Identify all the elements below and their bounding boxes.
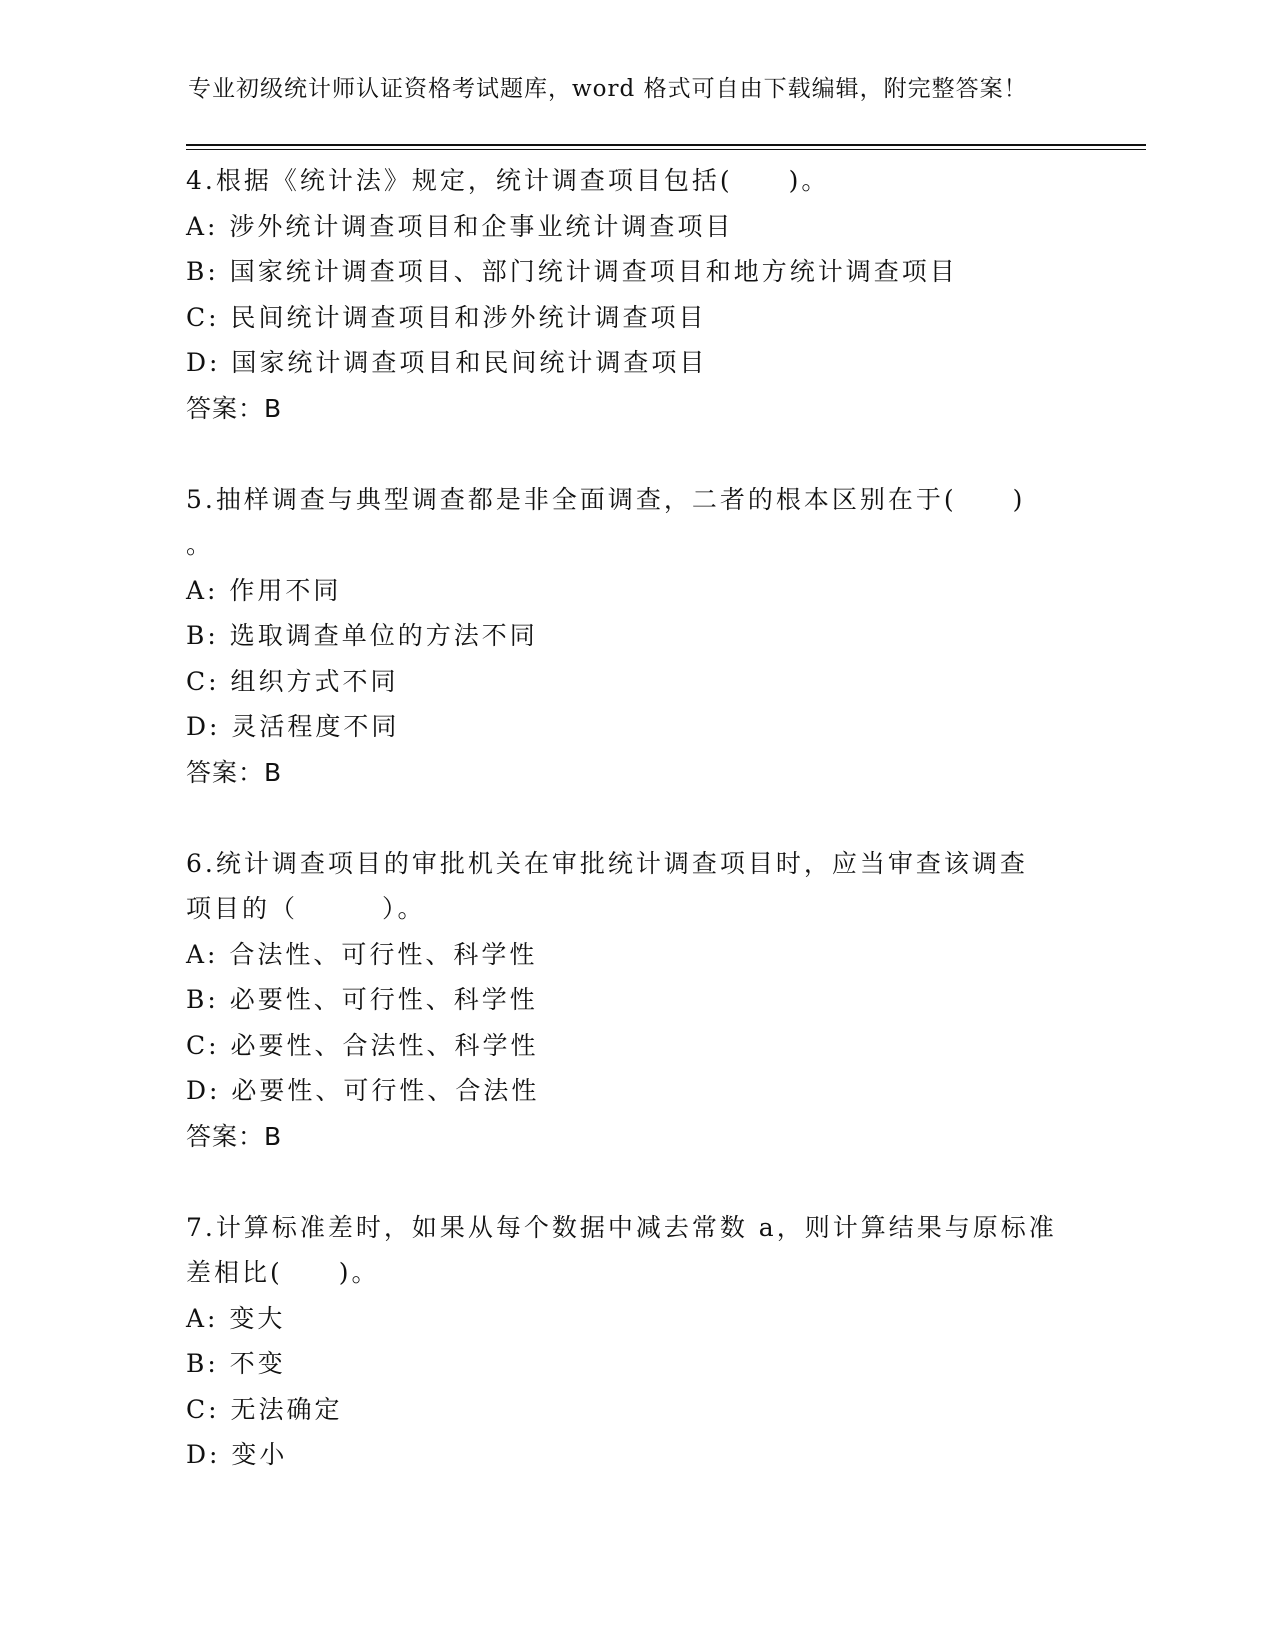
question-stem: 6.统计调查项目的审批机关在审批统计调查项目时，应当审查该调查 [186,848,1028,878]
question-5 [186,477,1106,796]
question-stem: 5.抽样调查与典型调查都是非全面调查，二者的根本区别在于( ) [186,484,1026,514]
header-divider-thin [186,149,1146,150]
option-d: D: 变小 [186,1440,288,1469]
question-stem-continued: 差相比( )。 [186,1258,380,1287]
question-stem-continued: 项目的（ ）。 [186,894,426,923]
option-b: B: 不变 [186,1349,286,1378]
option-a: A: 合法性、可行性、科学性 [186,939,538,969]
option-c: C: 民间统计调查项目和涉外统计调查项目 [186,302,707,332]
option-a: A: 涉外统计调查项目和企事业统计调查项目 [186,211,734,241]
option-b: B: 国家统计调查项目、部门统计调查项目和地方统计调查项目 [186,257,958,286]
question-4 [186,158,1106,431]
option-b: B: 必要性、可行性、科学性 [186,985,538,1014]
question-7 [186,1205,1106,1478]
option-b: B: 选取调查单位的方法不同 [186,621,538,650]
document-header: 专业初级统计师认证资格考试题库，word 格式可自由下载编辑，附完整答案！ [188,76,1028,102]
option-d: D: 国家统计调查项目和民间统计调查项目 [186,348,708,377]
option-a: A: 作用不同 [186,575,342,605]
answer-label: 答案：B [186,393,283,423]
answer-label: 答案：B [186,1121,283,1151]
question-list [186,158,1106,1478]
question-spacer [186,431,1106,477]
question-6 [186,841,1106,1160]
question-spacer [186,795,1106,841]
option-d: D: 必要性、可行性、合法性 [186,1076,540,1105]
option-c: C: 必要性、合法性、科学性 [186,1030,539,1060]
question-stem-continued: 。 [186,530,215,559]
question-stem: 4.根据《统计法》规定，统计调查项目包括( )。 [186,166,830,195]
question-stem: 7.计算标准差时，如果从每个数据中减去常数 a，则计算结果与原标准 [186,1212,1057,1242]
option-a: A: 变大 [186,1303,286,1333]
header-divider-thick [186,144,1146,146]
option-c: C: 组织方式不同 [186,666,399,696]
question-spacer [186,1159,1106,1205]
option-c: C: 无法确定 [186,1394,343,1424]
option-d: D: 灵活程度不同 [186,712,400,741]
answer-label: 答案：B [186,757,283,787]
